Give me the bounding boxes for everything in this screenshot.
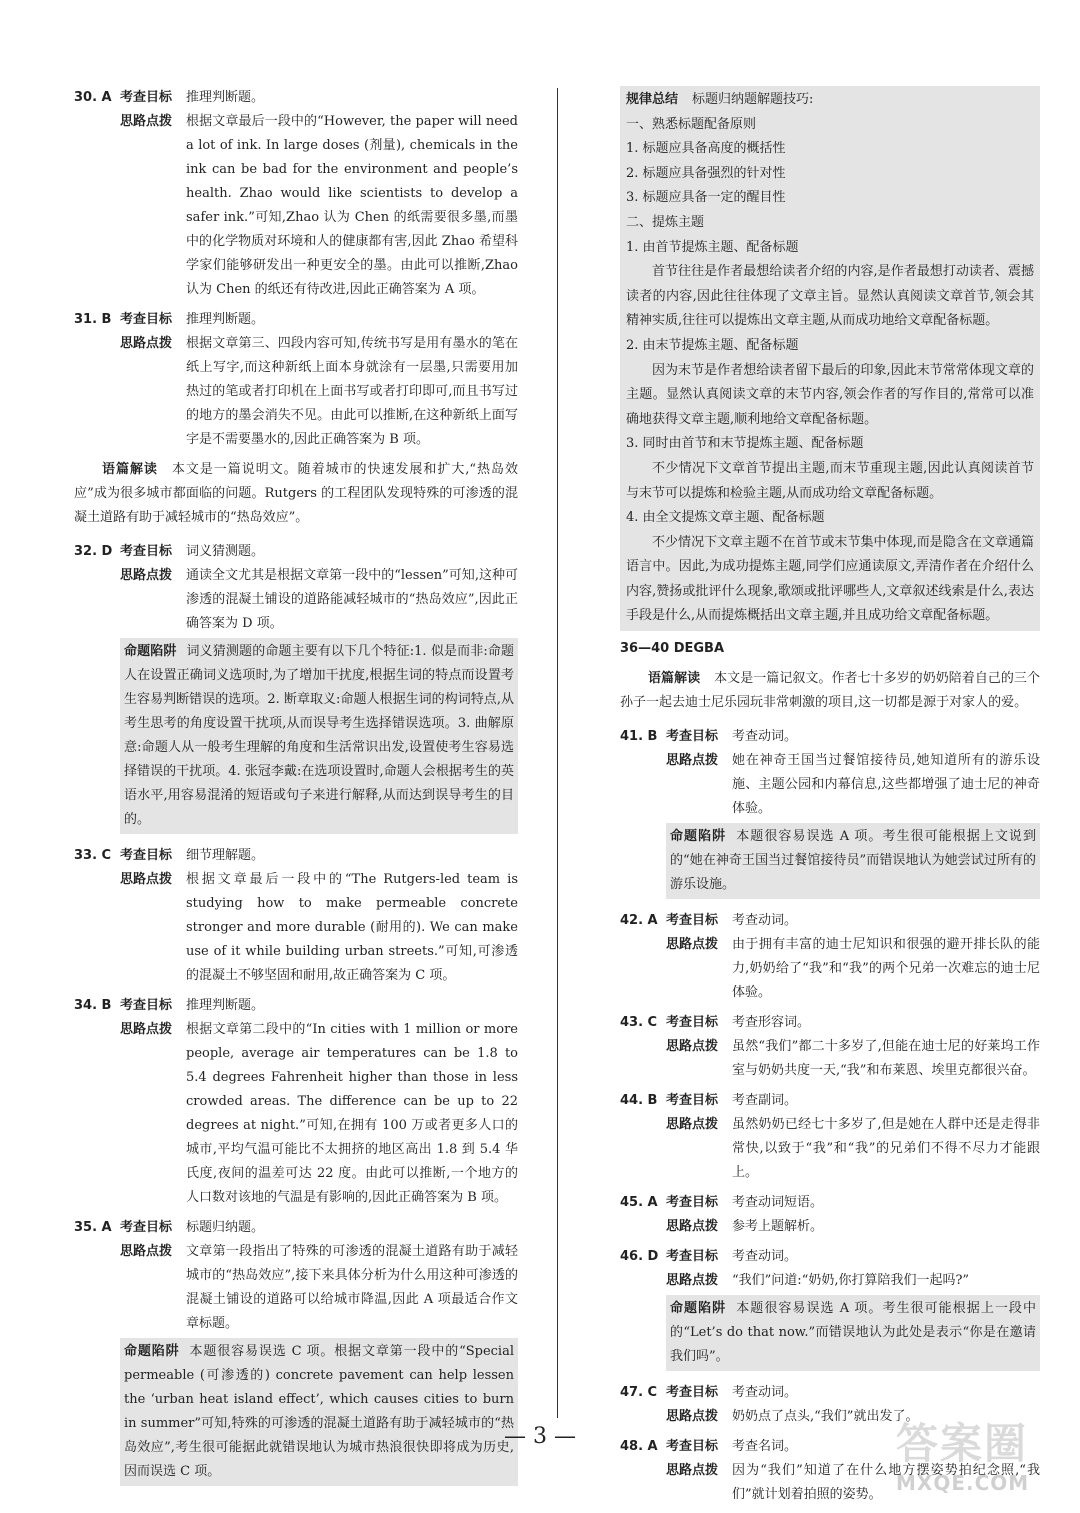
target-label: 考查目标	[666, 1015, 719, 1031]
question-number: 48. A	[620, 1439, 658, 1455]
analysis-text: 因为“我们”知道了在什么地方摆姿势拍纪念照,“我们”就计划着拍照的姿势。	[732, 1463, 1040, 1503]
rules-sub-1-text: 首节往往是作者最想给读者介绍的内容,是作者最想打动读者、震撼读者的内容,因此往往体现了文章主旨。显然认真阅读文章首节,领会其精神实质,往往可以提炼出文章主题,从而成功地给文章配备标题。	[626, 264, 1034, 329]
question-number: 41. B	[620, 729, 658, 745]
target-text: 推理判断题。	[186, 90, 265, 105]
target-text: 考查动词。	[732, 1385, 798, 1401]
rules-sub-3: 3. 同时由首节和末节提炼主题、配备标题	[626, 436, 864, 452]
analysis-label: 思路点拨	[666, 1463, 719, 1479]
target-text: 考查动词短语。	[732, 1195, 824, 1211]
question-number: 46. D	[620, 1249, 659, 1265]
question-number: 30. A	[74, 90, 112, 105]
trap-text: 本题很容易误选 A 项。考生很可能根据上一段中的“Let’s do that now.”而错误地认为此处是表示“你是在邀请我们吗”。	[670, 1301, 1036, 1365]
target-text: 考查名词。	[732, 1439, 798, 1455]
analysis-text: 通读全文尤其是根据文章第一段中的“lessen”可知,这种可渗透的混凝土铺设的道路能减轻城市的“热岛效应”,因此正确答案为 D 项。	[186, 568, 518, 631]
trap-text: 本题很容易误选 A 项。考生很可能根据上文说到的“她在神奇王国当过餐馆接待员”而错误地认为她尝试过所有的游乐设施。	[670, 829, 1036, 893]
target-label: 考查目标	[120, 1220, 173, 1235]
question-number: 35. A	[74, 1220, 112, 1235]
target-label: 考查目标	[666, 1195, 719, 1211]
question-number: 32. D	[74, 544, 113, 559]
rules-point-2: 2. 标题应具备强烈的针对性	[626, 165, 786, 181]
trap-text: 本题很容易误选 C 项。根据文章第一段中的“Special permeable (可渗透的) concrete pavement can help lessen the ‘urban heat island effect’, which causes cities to burn in summer”可知,特殊的可渗透的混凝土道路有助于减轻城市的“热岛效应”,考生很可能据此就错误地认为城市热浪很快即将成为历史,因而误选 C 项。	[124, 1344, 514, 1479]
trap-box	[120, 1338, 518, 1486]
analysis-label: 思路点拨	[666, 1039, 719, 1055]
rules-heading-1: 一、熟悉标题配备原则	[626, 116, 757, 132]
answers-36-40: 36—40 DEGBA	[620, 641, 725, 657]
answer-41	[620, 725, 1040, 903]
target-label: 考查目标	[666, 1385, 719, 1401]
analysis-text: 虽然“我们”都二十多岁了,但能在迪士尼的好莱坞工作室与奶奶共度一天,“我”和布莱恩、埃里克都很兴奋。	[732, 1039, 1040, 1079]
analysis-text: 由于拥有丰富的迪士尼知识和很强的避开排长队的能力,奶奶给了“我”和“我”的两个兄弟一次难忘的迪士尼体验。	[732, 937, 1040, 1001]
analysis-text: 虽然奶奶已经七十多岁了,但是她在人群中还是走得非常快,以致于“我”和“我”的兄弟们不得不尽力才能跟上。	[732, 1117, 1040, 1181]
answer-46	[620, 1245, 1040, 1375]
trap-label: 命题陷阱	[670, 829, 727, 845]
analysis-label: 思路点拨	[666, 1117, 719, 1133]
analysis-label: 思路点拨	[120, 1022, 173, 1037]
rules-summary-box	[620, 86, 1040, 631]
question-number: 33. C	[74, 848, 112, 863]
trap-box	[666, 823, 1040, 899]
analysis-label: 思路点拨	[120, 1244, 173, 1259]
target-text: 推理判断题。	[186, 998, 265, 1013]
analysis-label: 思路点拨	[120, 336, 173, 351]
column-divider	[557, 88, 558, 1418]
watermark-logo	[896, 1411, 1046, 1495]
answer-44	[620, 1089, 1040, 1185]
answer-43	[620, 1011, 1040, 1083]
target-label: 考查目标	[120, 998, 173, 1013]
right-column	[620, 86, 1040, 1513]
analysis-text: 她在神奇王国当过餐馆接待员,她知道所有的游乐设施、主题公园和内幕信息,这些都增强了迪士尼的神奇体验。	[732, 753, 1040, 817]
rules-sub-2-text: 因为末节是作者想给读者留下最后的印象,因此末节常常体现文章的主题。显然认真阅读文章的末节内容,领会作者的写作目的,常常可以准确地获得文章主题,顺利地给文章配备标题。	[626, 362, 1034, 427]
trap-box	[666, 1295, 1040, 1371]
rules-label: 规律总结	[626, 92, 679, 107]
analysis-label: 思路点拨	[666, 937, 719, 953]
rules-title: 标题归纳题解题技巧:	[692, 92, 814, 107]
trap-label: 命题陷阱	[670, 1301, 727, 1317]
trap-label: 命题陷阱	[124, 1344, 180, 1359]
reading-label: 语篇解读	[102, 462, 158, 477]
rules-sub-4: 4. 由全文提炼文章主题、配备标题	[626, 510, 825, 526]
reading-label: 语篇解读	[648, 671, 701, 687]
target-text: 考查动词。	[732, 913, 798, 929]
target-label: 考查目标	[666, 1093, 719, 1109]
target-text: 考查形容词。	[732, 1015, 811, 1031]
analysis-label: 思路点拨	[120, 568, 173, 583]
watermark-top: 答案圈	[896, 1419, 1029, 1468]
target-label: 考查目标	[666, 729, 719, 745]
rules-point-1: 1. 标题应具备高度的概括性	[626, 141, 786, 157]
rules-heading-2: 二、提炼主题	[626, 214, 705, 230]
answer-32	[74, 540, 518, 838]
page-number: — 3 —	[504, 1424, 576, 1449]
target-text: 标题归纳题。	[186, 1220, 265, 1235]
trap-label: 命题陷阱	[124, 644, 177, 659]
question-number: 44. B	[620, 1093, 658, 1109]
question-number: 43. C	[620, 1015, 658, 1031]
analysis-label: 思路点拨	[120, 872, 173, 887]
target-label: 考查目标	[666, 913, 719, 929]
question-number: 45. A	[620, 1195, 658, 1211]
trap-box	[120, 638, 518, 834]
analysis-text: 根据文章最后一段中的“However, the paper will need a lot of ink. In large doses (剂量), chemicals in the ink can be bad for the environment and people’s health. Zhao would like scientists to develop a safer ink.”可知,Zhao 认为 Chen 的纸需要很多墨,而墨中的化学物质对环境和人的健康都有害,因此 Zhao 希望科学家们能够研发出一种更安全的墨。由此可以推断,Zhao 认为 Chen 的纸还有待改进,因此正确答案为 A 项。	[186, 114, 518, 297]
target-label: 考查目标	[120, 848, 173, 863]
question-number: 42. A	[620, 913, 658, 929]
target-text: 考查副词。	[732, 1093, 798, 1109]
question-number: 47. C	[620, 1385, 658, 1401]
reading-text: 本文是一篇说明文。随着城市的快速发展和扩大,“热岛效应”成为很多城市都面临的问题。Rutgers 的工程团队发现特殊的可渗透的混凝土道路有助于减轻城市的“热岛效应”。	[74, 462, 518, 525]
analysis-label: 思路点拨	[666, 1273, 719, 1289]
analysis-label: 思路点拨	[666, 753, 719, 769]
analysis-label: 思路点拨	[120, 114, 173, 129]
question-number: 34. B	[74, 998, 112, 1013]
answer-33	[74, 844, 518, 988]
target-label: 考查目标	[120, 544, 173, 559]
target-text: 细节理解题。	[186, 848, 265, 863]
rules-point-3: 3. 标题应具备一定的醒目性	[626, 190, 786, 206]
analysis-text: 参考上题解析。	[732, 1219, 824, 1235]
trap-text: 词义猜测题的命题主要有以下几个特征:1. 似是而非:命题人在设置正确词义选项时,为了增加干扰度,根据生词的特点而设置考生容易判断错误的选项。2. 断章取义:命题人根据生词的构词特点,从考生思考的角度设置干扰项,从而误导考生选择错误选项。3. 曲解原意:命题人从一般考生理解的角度和生活常识出发,设置使考生容易选择错误的干扰项。4. 张冠李戴:在选项设置时,命题人会根据考生的英语水平,用容易混淆的短语或句子来进行解释,从而达到误导考生的目的。	[124, 644, 514, 827]
passage-reading	[74, 458, 518, 530]
analysis-label: 思路点拨	[666, 1409, 719, 1425]
left-column	[74, 86, 518, 1496]
target-label: 考查目标	[120, 312, 173, 327]
analysis-text: 根据文章最后一段中的“The Rutgers-led team is studying how to make permeable concrete stronger and more durable (耐用的). We can make use of it while building urban streets.”可知,可渗透的混凝土不够坚固和耐用,故正确答案为 C 项。	[186, 872, 518, 983]
target-label: 考查目标	[120, 90, 173, 105]
rules-sub-4-text: 不少情况下文章主题不在首节或末节集中体现,而是隐含在文章通篇语言中。因此,为成功提炼主题,同学们应通读原文,弄清作者在介绍什么内容,赞扬或批评什么现象,歌颂或批评哪些人,文章叙述线索是什么,表达手段是什么,从而提炼概括出文章主题,并且成功给文章配备标题。	[626, 534, 1034, 624]
analysis-text: 文章第一段指出了特殊的可渗透的混凝土道路有助于减轻城市的“热岛效应”,接下来具体分析为什么用这种可渗透的混凝土铺设的道路可以给城市降温,因此 A 项最适合作文章标题。	[186, 1244, 518, 1331]
answer-34	[74, 994, 518, 1210]
passage-reading	[620, 667, 1040, 715]
analysis-text: 奶奶点了点头,“我们”就出发了。	[732, 1409, 919, 1425]
answer-45	[620, 1191, 1040, 1239]
rules-sub-3-text: 不少情况下文章首节提出主题,而末节重现主题,因此认真阅读首节与末节可以提炼和检验主题,从而成功给文章配备标题。	[626, 460, 1034, 501]
question-number: 31. B	[74, 312, 112, 327]
target-text: 考查动词。	[732, 1249, 798, 1265]
watermark-bottom: MXQE.COM	[896, 1471, 1030, 1495]
answer-30	[74, 86, 518, 302]
target-text: 考查动词。	[732, 729, 798, 745]
target-text: 推理判断题。	[186, 312, 265, 327]
analysis-text: “我们”问道:“奶奶,你打算陪我们一起吗?”	[732, 1273, 970, 1289]
analysis-label: 思路点拨	[666, 1219, 719, 1235]
target-text: 词义猜测题。	[186, 544, 265, 559]
rules-sub-1: 1. 由首节提炼主题、配备标题	[626, 239, 799, 255]
answer-42	[620, 909, 1040, 1005]
answer-31	[74, 308, 518, 452]
target-label: 考查目标	[666, 1439, 719, 1455]
analysis-text: 根据文章第三、四段内容可知,传统书写是用有墨水的笔在纸上写字,而这种新纸上面本身就涂有一层墨,只需要用加热过的笔或者打印机在上面书写或者打印即可,而且书写过的地方的墨会消失不见。由此可以推断,在这种新纸上面写字是不需要墨水的,因此正确答案为 B 项。	[186, 336, 518, 447]
reading-text: 本文是一篇记叙文。作者七十多岁的奶奶陪着自己的三个孙子一起去迪士尼乐园玩非常刺激的项目,这一切都是源于对家人的爱。	[620, 671, 1040, 711]
analysis-text: 根据文章第二段中的“In cities with 1 million or more people, average air temperatures can be 1.8 to 5.4 degrees Fahrenheit higher than those in less crowded areas. The difference can be up to 22 degrees at night.”可知,在拥有 100 万或者更多人口的城市,平均气温可能比不太拥挤的地区高出 1.8 到 5.4 华氏度,夜间的温差可达 22 度。由此可以推断,一个地方的人口数对该地的气温是有影响的,因此正确答案为 B 项。	[186, 1022, 518, 1205]
target-label: 考查目标	[666, 1249, 719, 1265]
rules-sub-2: 2. 由末节提炼主题、配备标题	[626, 337, 799, 353]
